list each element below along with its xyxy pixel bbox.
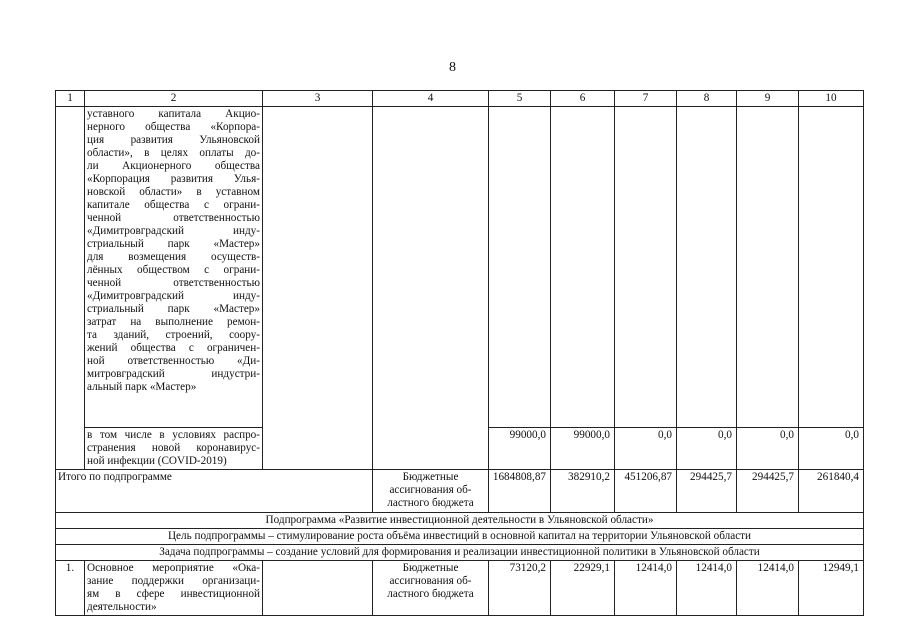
value-cell: 294425,7 [737,470,799,513]
subprogram-task: Задача подпрограммы – создание условий для формирования и реализации инвестиционной политики в Ульяновской области [56,545,864,561]
total-row [56,470,864,513]
funding-source [373,470,489,513]
cell-empty [677,107,737,428]
cell-empty [56,107,85,470]
table-row [56,561,864,616]
cell-empty [551,107,615,428]
text-line: ластного бюджета [387,497,474,509]
value-cell: 12414,0 [737,561,799,616]
text-line: ли Акционерного общества [87,160,260,172]
text-line: ассигнования об- [389,484,472,496]
text-line: ластного бюджета [387,588,474,600]
text-line: митровградский индустри- [87,368,260,380]
row-number: 1. [56,561,85,616]
text-line: ассигнования об- [389,575,472,587]
text-line: ченной ответственностью [87,212,260,224]
text-line: нерного общества «Корпора- [87,121,260,133]
value-cell: 261840,4 [799,470,864,513]
column-number: 1 [56,91,85,107]
value-cell: 0,0 [737,428,799,470]
value-cell: 12949,1 [799,561,864,616]
value-cell: 12414,0 [615,561,677,616]
cell-empty [737,107,799,428]
text-line: ной ответственностью «Ди- [87,355,260,367]
value-cell: 22929,1 [551,561,615,616]
column-number: 10 [799,91,864,107]
column-number: 5 [489,91,551,107]
cell-empty [799,107,864,428]
text-line: капитале общества с ограни- [87,199,260,211]
text-line: ной инфекции (COVID-2019) [87,455,227,467]
text-line: новской области» в уставном [87,186,260,198]
table-row [56,107,864,428]
value-cell: 0,0 [799,428,864,470]
column-number-row [56,91,864,107]
value-cell: 294425,7 [677,470,737,513]
text-line: жений общества с ограничен- [87,342,260,354]
text-line: «Корпорация развития Улья- [87,173,260,185]
column-number: 7 [615,91,677,107]
text-line: Основное мероприятие «Ока- [87,562,260,574]
funding-source [373,561,489,616]
cell-empty [263,107,373,470]
value-cell: 451206,87 [615,470,677,513]
cell-empty [615,107,677,428]
text-line: Бюджетные [402,562,459,574]
text-line: стриальный парк «Мастер» [87,303,260,315]
text-line: области», в целях оплаты до- [87,147,260,159]
text-line: «Димитровградский инду- [87,225,260,237]
text-line: странения новой коронавирус- [87,442,260,454]
value-cell: 99000,0 [551,428,615,470]
column-number: 6 [551,91,615,107]
column-number: 3 [263,91,373,107]
subprogram-goal: Цель подпрограммы – стимулирование роста объёма инвестиций в основной капитал на территории Ульяновской области [56,529,864,545]
text-line: уставного капитала Акцио- [87,108,260,120]
text-line: «Димитровградский инду- [87,290,260,302]
text-line: ям в сфере инвестиционной [87,588,260,600]
cell-empty [373,107,489,470]
cell-empty [489,107,551,428]
text-line: деятельности» [87,601,157,613]
table-row [56,545,864,561]
value-cell: 0,0 [677,428,737,470]
value-cell: 1684808,87 [489,470,551,513]
measure-description [85,107,263,428]
text-line: зание поддержки организаци- [87,575,260,587]
text-line: для возмещения осуществ- [87,251,260,263]
measure-name [85,561,263,616]
text-line: стриальный парк «Мастер» [87,238,260,250]
text-line: Бюджетные [402,471,459,483]
text-line: ченной ответственностью [87,277,260,289]
table-row [56,513,864,529]
text-line: ция развития Ульяновской [87,134,260,146]
cell-empty [263,561,373,616]
value-cell: 99000,0 [489,428,551,470]
value-cell: 382910,2 [551,470,615,513]
value-cell: 0,0 [615,428,677,470]
subprogram-title: Подпрограмма «Развитие инвестиционной деятельности в Ульяновской области» [56,513,864,529]
value-cell: 73120,2 [489,561,551,616]
text-line: лённых обществом с ограни- [87,264,260,276]
value-cell: 12414,0 [677,561,737,616]
total-label: Итого по подпрограмме [56,470,373,513]
text-line: затрат на выполнение ремон- [87,316,260,328]
column-number: 2 [85,91,263,107]
covid-label [85,428,263,470]
text-line: в том числе в условиях распро- [87,429,260,441]
page-number: 8 [449,60,456,75]
column-number: 9 [737,91,799,107]
column-number: 8 [677,91,737,107]
table-row [56,529,864,545]
column-number: 4 [373,91,489,107]
text-line: альный парк «Мастер» [87,381,197,393]
budget-table [55,90,864,616]
text-line: та зданий, строений, соору- [87,329,260,341]
